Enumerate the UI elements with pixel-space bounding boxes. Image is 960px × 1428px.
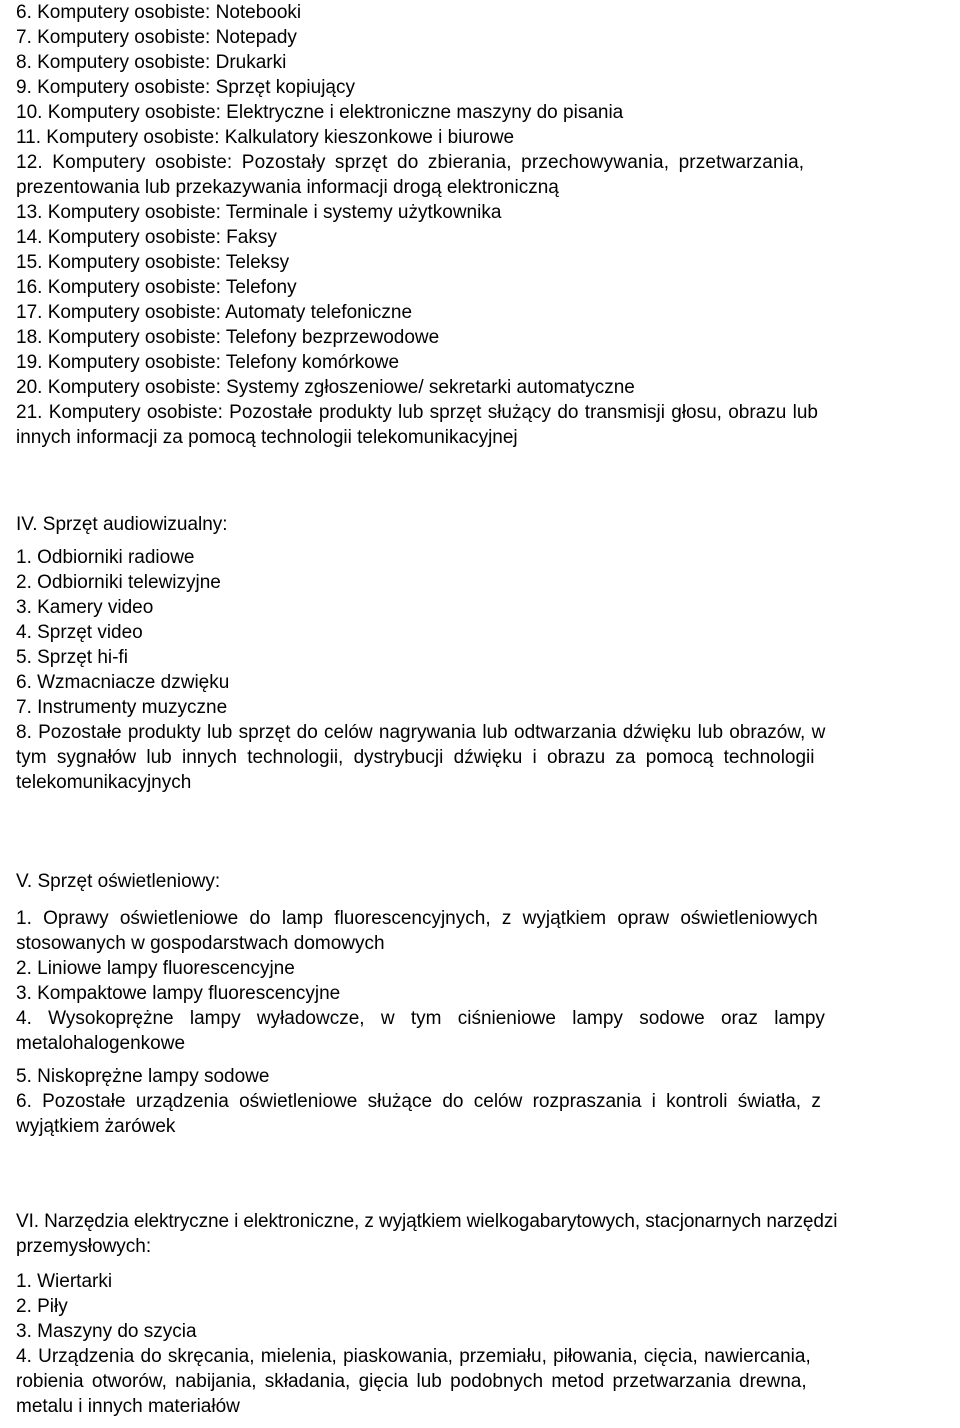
list-item: 18. Komputery osobiste: Telefony bezprzewodowe [16,327,440,348]
section-heading: VI. Narzędzia elektryczne i elektroniczne, z wyjątkiem wielkogabarytowych, stacjonarnych narzędzi [16,1211,838,1232]
list-item [16,1006,934,1056]
list-item-line: 12. Komputery osobiste: Pozostały sprzęt do zbierania, przechowywania, przetwarzania, [16,152,805,173]
section-iii-list [16,0,934,450]
list-item: 7. Instrumenty muzyczne [16,697,228,718]
list-item-line: 6. Pozostałe urządzenia oświetleniowe służące do celów rozpraszania i kontroli światła, z [16,1091,821,1112]
list-item: 1. Odbiorniki radiowe [16,547,195,568]
list-item-line: prezentowania lub przekazywania informacji drogą elektroniczną [16,177,559,198]
section-heading-continued: przemysłowych: [16,1236,152,1257]
list-item: 5. Niskoprężne lampy sodowe [16,1066,270,1087]
list-item: 6. Wzmacniacze dzwięku [16,672,230,693]
list-item [16,906,934,956]
list-item-line: stosowanych w gospodarstwach domowych [16,933,385,954]
list-item: 10. Komputery osobiste: Elektryczne i elektroniczne maszyny do pisania [16,102,624,123]
list-item: 6. Komputery osobiste: Notebooki [16,2,302,23]
list-item-line: tym sygnałów lub innych technologii, dystrybucji dźwięku i obrazu za pomocą technologii [16,747,815,768]
section-iv [16,512,934,795]
list-item-line: 4. Wysokoprężne lampy wyładowcze, w tym ciśnieniowe lampy sodowe oraz lampy [16,1008,825,1029]
list-item-line: metalu i innych materiałów [16,1396,240,1417]
list-item: 2. Liniowe lampy fluorescencyjne [16,958,295,979]
list-item [16,1344,934,1419]
list-item: 3. Maszyny do szycia [16,1321,197,1342]
list-item-line: metalohalogenkowe [16,1033,186,1054]
list-item: 8. Komputery osobiste: Drukarki [16,52,287,73]
list-item: 17. Komputery osobiste: Automaty telefoniczne [16,302,413,323]
list-item-line: innych informacji za pomocą technologii telekomunikacyjnej [16,427,518,448]
section-v [16,869,934,1139]
list-item-line: robienia otworów, nabijania, składania, gięcia lub podobnych metod przetwarzania drewna, [16,1371,807,1392]
list-item: 1. Wiertarki [16,1271,113,1292]
section-heading: IV. Sprzęt audiowizualny: [16,514,228,535]
list-item-line: 1. Oprawy oświetleniowe do lamp fluorescencyjnych, z wyjątkiem opraw oświetleniowych [16,908,818,929]
section-vi [16,1209,934,1419]
list-item: 3. Kompaktowe lampy fluorescencyjne [16,983,341,1004]
list-item: 13. Komputery osobiste: Terminale i systemy użytkownika [16,202,502,223]
list-item: 19. Komputery osobiste: Telefony komórkowe [16,352,400,373]
list-item: 16. Komputery osobiste: Telefony [16,277,297,298]
list-item: 9. Komputery osobiste: Sprzęt kopiujący [16,77,356,98]
list-item-line: wyjątkiem żarówek [16,1116,176,1137]
list-item-line: 8. Pozostałe produkty lub sprzęt do celów nagrywania lub odtwarzania dźwięku lub obrazów, w [16,722,826,743]
list-item: 11. Komputery osobiste: Kalkulatory kieszonkowe i biurowe [16,127,515,148]
list-item [16,1089,934,1139]
list-item: 5. Sprzęt hi-fi [16,647,128,668]
list-item: 15. Komputery osobiste: Teleksy [16,252,290,273]
list-item: 2. Odbiorniki telewizyjne [16,572,221,593]
list-item-21 [16,400,934,450]
list-item: 4. Sprzęt video [16,622,143,643]
list-item: 3. Kamery video [16,597,154,618]
list-item-8 [16,720,934,795]
list-item-12 [16,150,934,200]
list-item-line: 4. Urządzenia do skręcania, mielenia, piaskowania, przemiału, piłowania, cięcia, nawiercania, [16,1346,811,1367]
list-item-line: telekomunikacyjnych [16,772,192,793]
list-item: 14. Komputery osobiste: Faksy [16,227,277,248]
list-item: 7. Komputery osobiste: Notepady [16,27,297,48]
list-item-line: 21. Komputery osobiste: Pozostałe produkty lub sprzęt służący do transmisji głosu, obrazu lub [16,402,818,423]
list-item: 2. Piły [16,1296,68,1317]
list-item: 20. Komputery osobiste: Systemy zgłoszeniowe/ sekretarki automatyczne [16,377,635,398]
section-heading: V. Sprzęt oświetleniowy: [16,871,221,892]
document-page [16,0,934,1419]
